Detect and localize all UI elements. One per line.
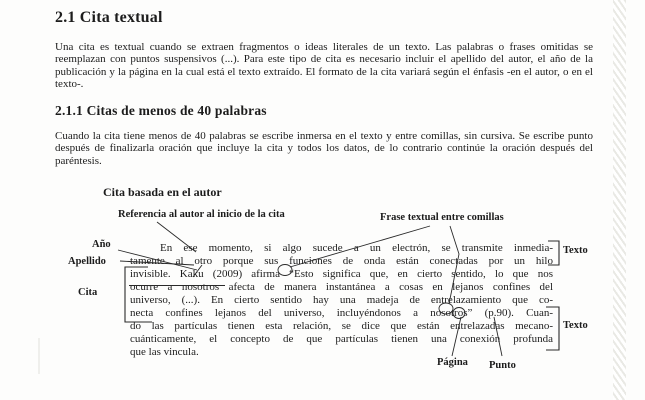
quote-line: que las vincula. — [130, 346, 199, 358]
intro-paragraph: Una cita es textual cuando se extraen fragmentos o ideas literales de un texto. Las palabras o frases omitidas se reemplazan con puntos suspensivos (...). Para este tipo de cita es necesario incluir el apellido del autor, el año de la publicación y la página en la cual está el texto extraído. El formato de la cita variará según el énfasis -en el autor, o en el texto-. — [55, 41, 593, 91]
quote-line: ocurre a nosotros afecta de manera instantánea a cosas en lejanos confines del — [130, 281, 553, 293]
label-apellido: Apellido — [68, 256, 106, 267]
quote-line: invisible. Kaku (2009) afirma “Esto significa que, en cierto sentido, lo que nos — [130, 268, 553, 280]
label-cita: Cita — [78, 287, 98, 298]
quote-line: cuánticamente, el concepto de que partículas tienen una conexión profunda — [130, 333, 553, 345]
label-frase-textual: Frase textual entre comillas — [380, 212, 504, 223]
label-ano: Año — [92, 239, 111, 250]
quote-line: universo, (...). En cierto sentido hay una madeja de entrelazamiento que co- — [130, 294, 553, 306]
section-title: 2.1 Cita textual — [55, 9, 163, 26]
label-pagina: Página — [437, 357, 468, 368]
citation-example-text — [130, 242, 553, 359]
example-title: Cita basada en el autor — [103, 185, 222, 199]
label-texto-upper: Texto — [563, 245, 588, 256]
label-referencia-autor: Referencia al autor al inicio de la cita — [118, 209, 285, 220]
quote-line: do las partículas tienen esta relación, se dice que están entrelazadas mecano- — [130, 320, 553, 332]
quote-line: necta confines lejanos del universo, incluyéndonos a nosotros” (p.90). Cuan- — [130, 307, 553, 319]
label-punto: Punto — [489, 360, 516, 371]
quote-line: tamente al otro porque sus funciones de onda están conectadas por un hilo — [130, 255, 553, 267]
subsection-paragraph: Cuando la cita tiene menos de 40 palabras se escribe inmersa en el texto y entre comillas, sin cursiva. Se escribe punto después de finalizarla oración que incluye la cita y todos los datos, de lo contrario continúe la oración después del paréntesis. — [55, 130, 593, 167]
scanned-page-edge-texture — [613, 0, 626, 400]
quote-line: En ese momento, si algo sucede a un electrón, se transmite inmedia- — [160, 242, 553, 254]
subsection-title: 2.1.1 Citas de menos de 40 palabras — [55, 103, 267, 118]
label-texto-lower: Texto — [563, 320, 588, 331]
scan-artifact-line — [38, 338, 40, 374]
